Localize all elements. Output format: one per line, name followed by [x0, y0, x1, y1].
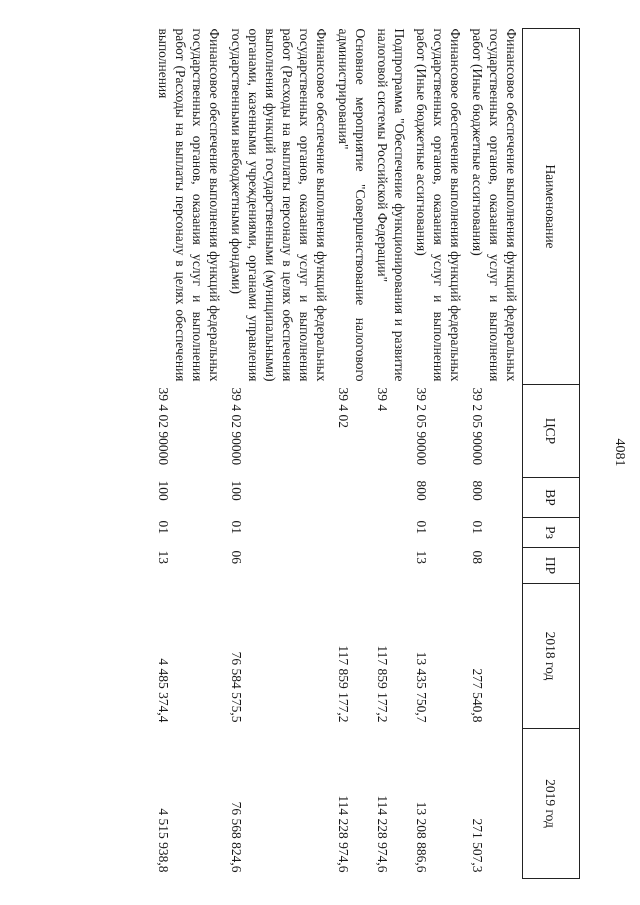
- row-vr: [332, 478, 371, 518]
- row-rz: 01: [156, 520, 171, 534]
- row-2018: 117 859 177,2: [336, 645, 351, 723]
- header-vr: ВР: [523, 478, 580, 518]
- row-rz: 01: [229, 520, 244, 534]
- row-vr: [371, 478, 410, 518]
- page-number: 4081: [612, 438, 627, 467]
- row-name: Подпрограмма "Обеспечение функционирования и развитие налоговой системы Российской Федерации": [375, 28, 407, 382]
- row-csr: 39 2 05 90000: [470, 387, 485, 466]
- row-pr: [371, 548, 410, 584]
- row-2018: 277 540,8: [470, 668, 485, 723]
- row-name: Финансовое обеспечение выполнения функций федеральных государственных органов, оказания услуг и выполнения работ (Иные бюджетные ассигнования): [414, 28, 463, 382]
- row-vr: 100: [156, 480, 171, 501]
- row-rz: 01: [470, 520, 485, 534]
- table-row: [371, 29, 410, 879]
- row-2018: 13 435 750,7: [414, 651, 429, 723]
- table-row: [152, 29, 225, 879]
- row-csr: 39 4 02: [336, 387, 351, 428]
- row-2019: 114 228 974,6: [375, 795, 390, 873]
- row-csr: 39 2 05 90000: [414, 387, 429, 466]
- row-csr: 39 4: [375, 387, 390, 412]
- budget-table: [152, 28, 580, 879]
- row-vr: 800: [470, 480, 485, 501]
- row-pr: 13: [156, 550, 171, 564]
- row-rz: 01: [414, 520, 429, 534]
- header-2019: 2019 год: [523, 729, 580, 879]
- row-2019: 271 507,3: [470, 818, 485, 873]
- header-name: Наименование: [523, 29, 580, 385]
- row-2019: 76 568 824,6: [229, 801, 244, 873]
- row-2018: 117 859 177,2: [375, 645, 390, 723]
- row-csr: 39 4 02 90000: [156, 387, 171, 466]
- row-rz: [332, 518, 371, 548]
- table-header-row: [523, 29, 580, 879]
- row-name: Основное мероприятие "Совершенствование налогового администрирования": [336, 28, 368, 382]
- row-2019: 114 228 974,6: [336, 795, 351, 873]
- row-pr: 06: [229, 550, 244, 564]
- header-2018: 2018 год: [523, 584, 580, 729]
- row-name: Финансовое обеспечение выполнения функций федеральных государственных органов, оказания услуг и выполнения работ (Иные бюджетные ассигнования): [470, 28, 519, 382]
- row-csr: 39 4 02 90000: [229, 387, 244, 466]
- table-row: [466, 29, 523, 879]
- row-name: Финансовое обеспечение выполнения функций федеральных государственных органов, оказания услуг и выполнения работ (Расходы на выплаты персоналу в целях обеспечения выполнения функций государственными (муниципальными) органами, казенными учреждениями, органами управления государственными внебюджетными фондами): [229, 28, 329, 382]
- row-2018: 4 485 374,4: [156, 658, 171, 723]
- row-vr: 800: [414, 480, 429, 501]
- row-pr: 08: [470, 550, 485, 564]
- header-rz: Рз: [523, 518, 580, 548]
- header-pr: ПР: [523, 548, 580, 584]
- row-2019: 4 515 938,8: [156, 808, 171, 873]
- row-vr: 100: [229, 480, 244, 501]
- table-row: [225, 29, 332, 879]
- row-name: Финансовое обеспечение выполнения функций федеральных государственных органов, оказания услуг и выполнения работ (Расходы на выплаты персоналу в целях обеспечения выполнения: [156, 28, 222, 382]
- row-2019: 13 208 886,6: [414, 801, 429, 873]
- row-pr: 13: [414, 550, 429, 564]
- row-pr: [332, 548, 371, 584]
- header-csr: ЦСР: [523, 385, 580, 478]
- table-row: [332, 29, 371, 879]
- row-2018: 76 584 575,5: [229, 651, 244, 723]
- table-row: [410, 29, 466, 879]
- row-rz: [371, 518, 410, 548]
